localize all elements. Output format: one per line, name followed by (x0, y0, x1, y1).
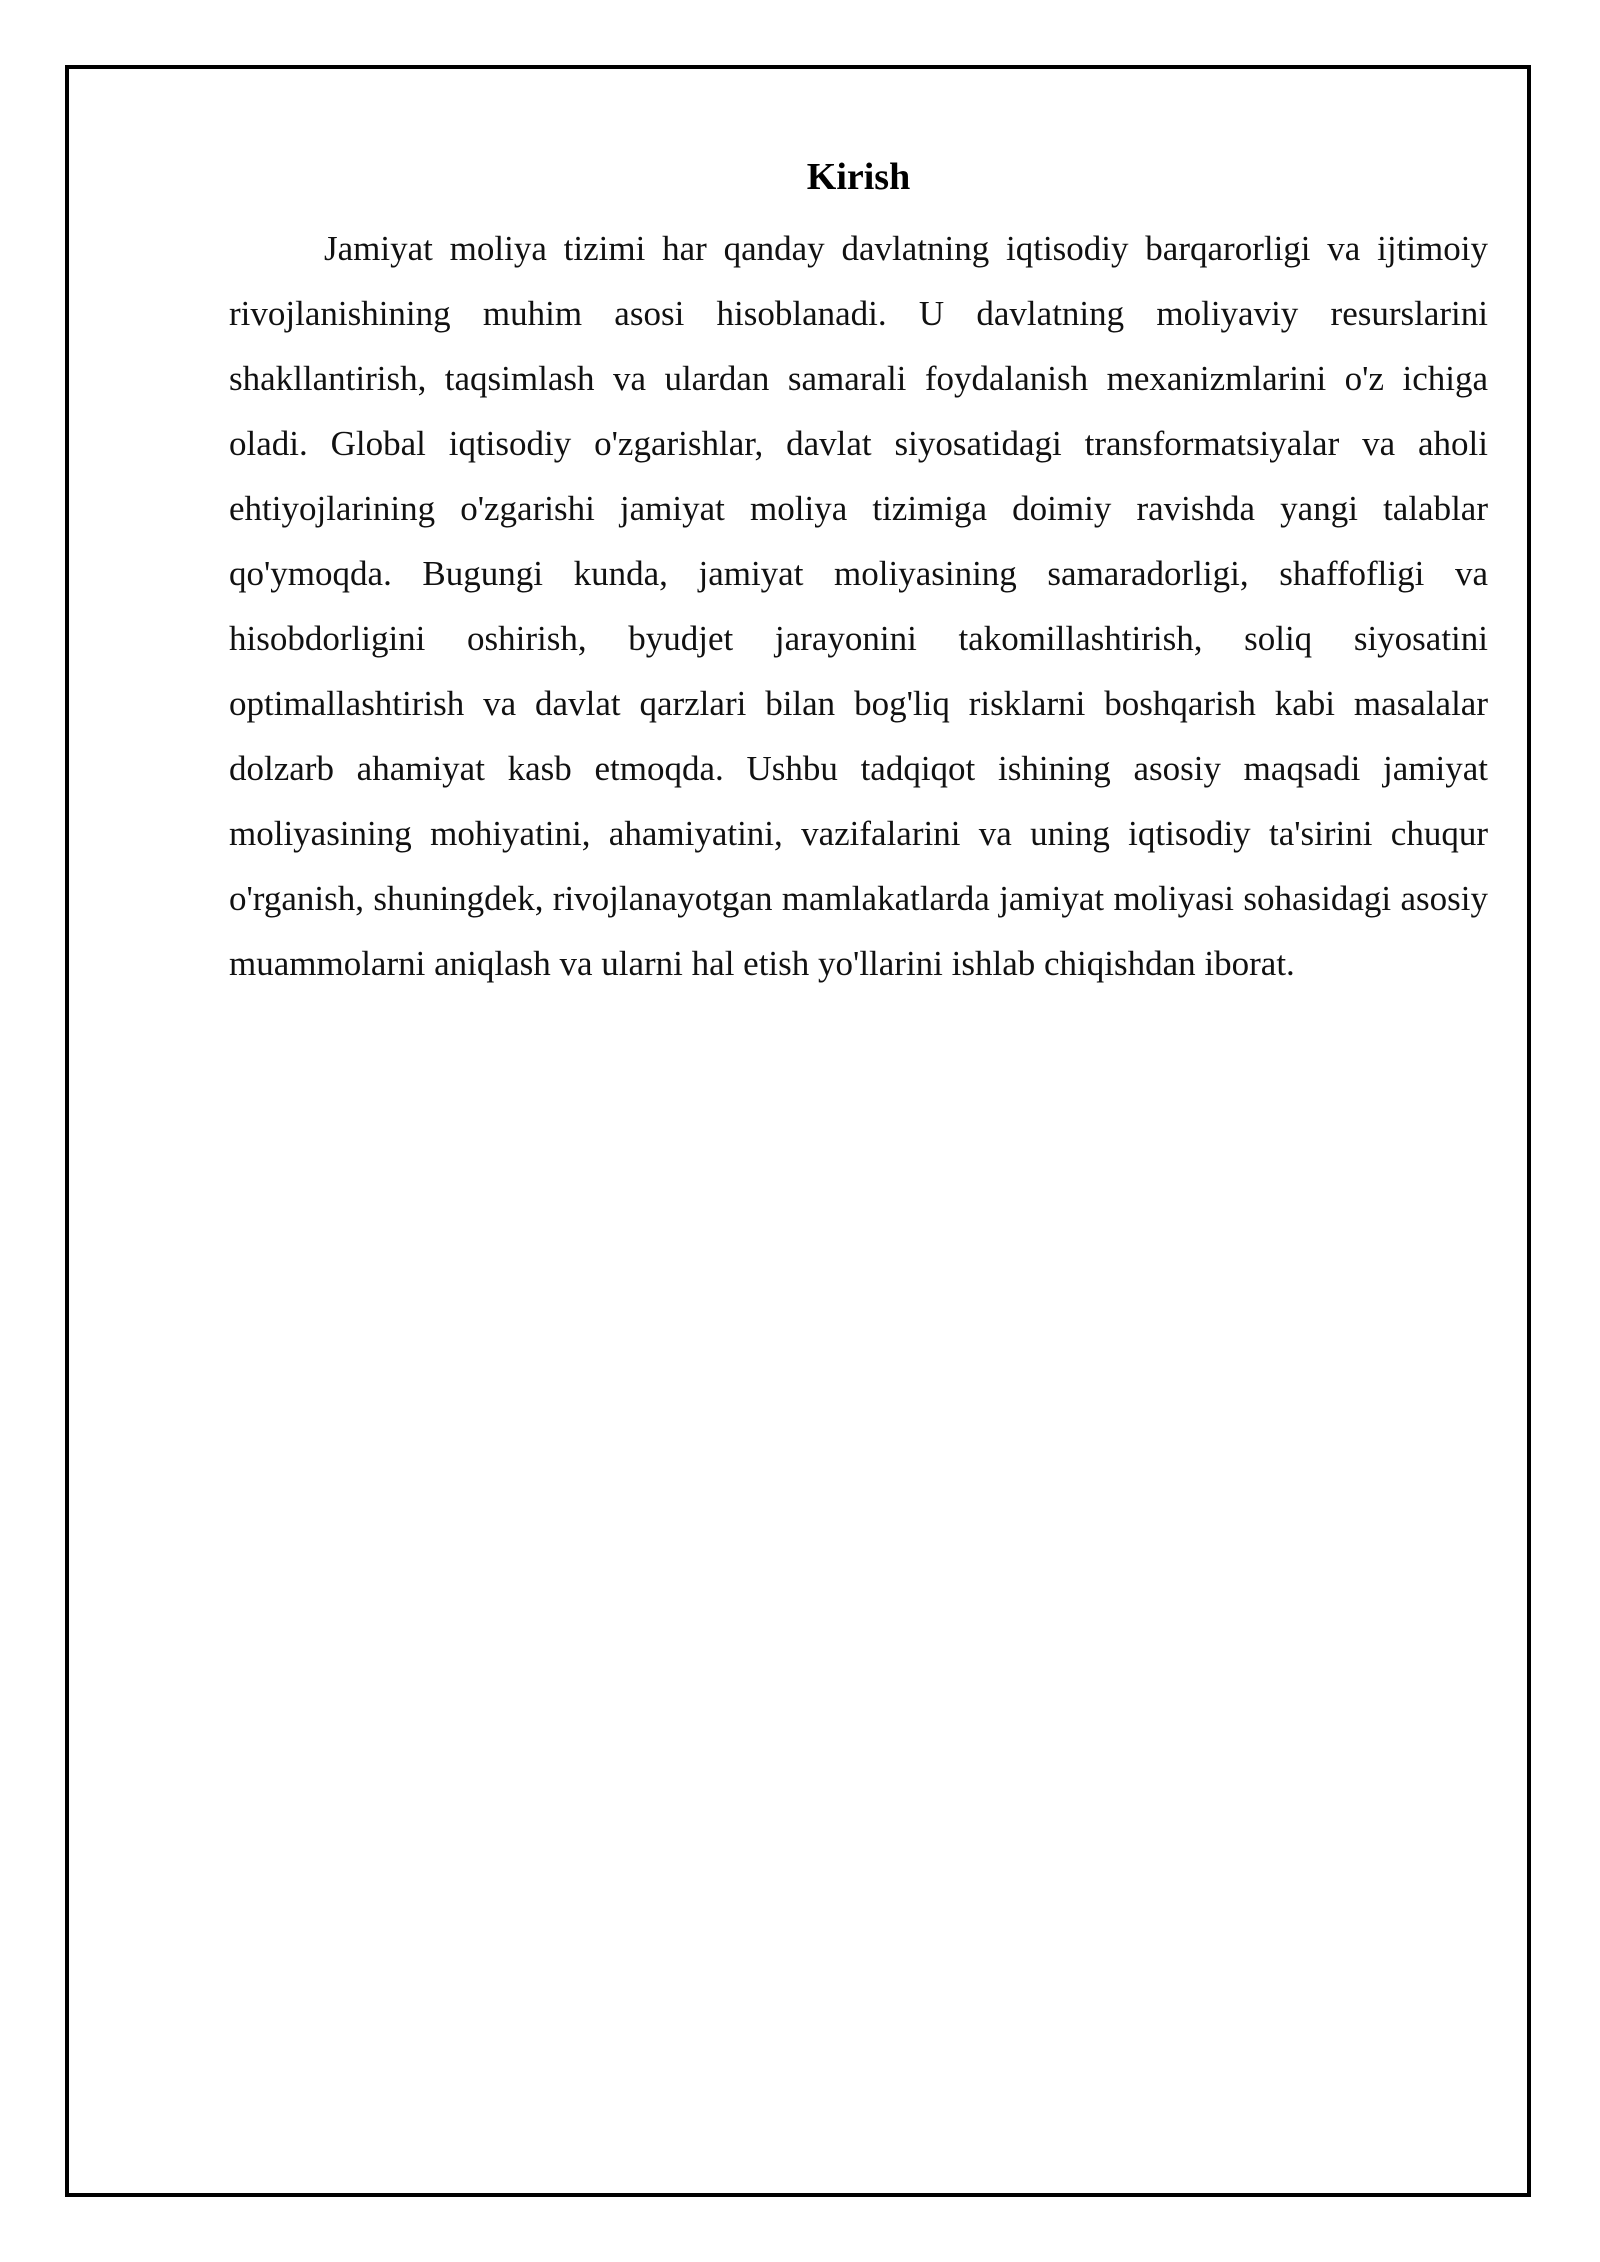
document-content (229, 150, 1488, 996)
page-title: Kirish (806, 156, 911, 198)
body-paragraph: Jamiyat moliya tizimi har qanday davlatning iqtisodiy barqarorligi va ijtimoiy rivojlanishining muhim asosi hisoblanadi. U davlatning moliyaviy resurslarini shakllantirish, taqsimlash va ulardan samarali foydalanish mexanizmlarini o'z ichiga oladi. Global iqtisodiy o'zgarishlar, davlat siyosatidagi transformatsiyalar va aholi ehtiyojlarining o'zgarishi jamiyat moliya tizimiga doimiy ravishda yangi talablar qo'ymoqda. Bugungi kunda, jamiyat moliyasining samaradorligi, shaffofligi va hisobdorligini oshirish, byudjet jarayonini takomillashtirish, soliq siyosatini optimallashtirish va davlat qarzlari bilan bog'liq risklarni boshqarish kabi masalalar dolzarb ahamiyat kasb etmoqda. Ushbu tadqiqot ishining asosiy maqsadi jamiyat moliyasining mohiyatini, ahamiyatini, vazifalarini va uning iqtisodiy ta'sirini chuqur o'rganish, shuningdek, rivojlanayotgan mamlakatlarda jamiyat moliyasi sohasidagi asosiy muammolarni aniqlash va ularni hal etish yo'llarini ishlab chiqishdan iborat. (229, 229, 1488, 983)
